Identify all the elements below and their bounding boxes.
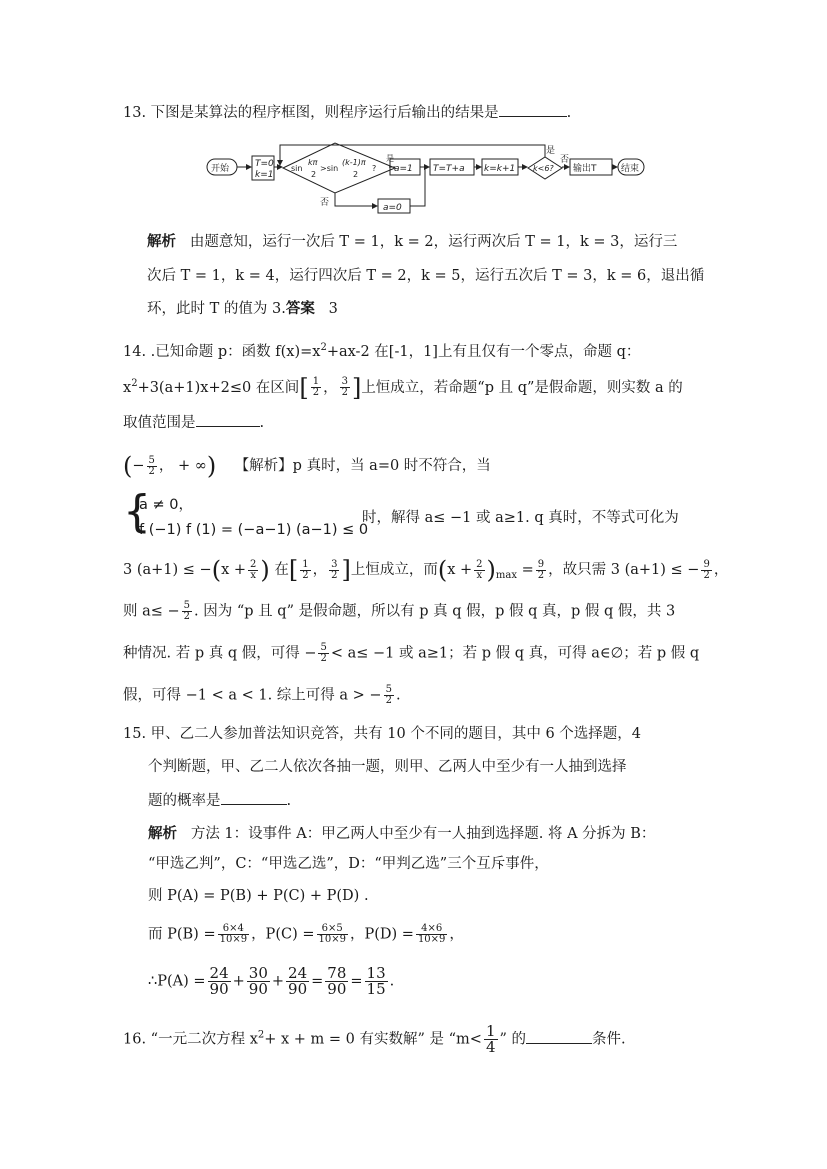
q14-answer-blank[interactable] <box>196 412 260 427</box>
q14-line9: 假，可得 −1 < a < 1. 综上可得 a > − $\frac{5}{2}$ . <box>123 684 401 706</box>
a0-label: a=0 <box>383 203 402 213</box>
end-label: 结束 <box>621 164 640 174</box>
q16-answer-blank[interactable] <box>526 1029 592 1044</box>
q15-line3: 题的概率是 . <box>148 790 291 811</box>
q14-line5: 时，解得 a≤ −1 或 a≥1. q 真时，不等式可化为 <box>362 510 679 526</box>
no-label-2: 否 <box>560 155 570 165</box>
q14-line1: 14. .已知命题 p：函数 $f(x)=x^2+ax-2$ 在[-1，1]上有且仅有一个零点，命题 q： <box>123 342 641 360</box>
q14-system-1: a ≠ 0， <box>139 497 193 513</box>
frac-half: $\frac{1}{2}$ <box>312 376 320 399</box>
q15-sol-label: 解析 <box>148 825 177 842</box>
output-label: 输出T <box>573 164 597 174</box>
cond2-label: k<6? <box>533 164 554 173</box>
q14-sol-tag: 【解析】 <box>234 458 293 474</box>
q16-line1: 16. “一元二次方程 $x^2+ x + m = 0$ 有实数解” 是 “m< $\frac{1}{4}$ ” 的 条件. <box>123 1022 626 1056</box>
q13-flowchart <box>200 135 650 215</box>
yes-label-1: 是 <box>386 154 394 163</box>
init-t: T=0 <box>255 159 274 169</box>
q15-line2: 个判断题，甲、乙二人依次各抽一题，则甲、乙两人中至少有一人抽到选择 <box>148 759 627 775</box>
a1-label: a=1 <box>394 164 413 174</box>
q13-ans-label: 答案 <box>285 300 315 317</box>
q15-sol-line4: 而 P(B) = $\frac{6\times 4}{10\times 9}$ ，P(C) = $\frac{6\times 5}{10\times 9}$ ，P(D) = $\frac{4\times 6}{10\times 9}$ ， <box>148 923 464 945</box>
q15-answer-blank[interactable] <box>221 790 287 805</box>
q14-line8: 种情况. 若 p 真 q 假，可得 − $\frac{5}{2}$ < a≤ −1 或 a≥1；若 p 假 q 真，可得 a∈∅；若 p 假 q <box>123 642 700 664</box>
q14-line7: 则 a≤ − $\frac{5}{2}$ . 因为 “p 且 q” 是假命题，所以有 p 真 q 假，p 假 q 真，p 假 q 假，共 3 <box>123 600 676 622</box>
cond-sin1: sin <box>291 164 303 173</box>
cond-frac1-den: 2 <box>311 170 317 179</box>
q13-sol-line3: 环，此时 T 的值为 3.答案 3 <box>147 300 338 317</box>
start-label: 开始 <box>211 164 230 174</box>
q13-answer-blank[interactable] <box>499 102 567 117</box>
init-k: k=1 <box>255 170 274 180</box>
cond-frac1-num: kπ <box>308 158 318 167</box>
q14-system-2: f (−1) f (1) = (−a−1) (a−1) ≤ 0 <box>139 522 369 538</box>
q15-sol-line1: 解析 方法 1：设事件 A：甲乙两人中至少有一人抽到选择题. 将 A 分拆为 B： <box>148 825 656 842</box>
q13-sol-line1: 解析 由题意知，运行一次后 T = 1，k = 2，运行两次后 T = 1，k = 3，运行三 <box>147 233 678 250</box>
q15-sol-line2: “甲选乙判”，C：“甲选乙选”，D：“甲判乙选”三个互斥事件， <box>148 856 549 872</box>
t-update-label: T=T+a <box>433 164 465 174</box>
system-brace: { <box>123 486 151 537</box>
q14-answer-line: (− $\frac{5}{2}$ ， + ∞) 【解析】p 真时，当 a=0 时不符合，当 <box>123 452 491 480</box>
cond-gt: >sin <box>320 164 339 173</box>
frac-neg-five-half: $\frac{5}{2}$ <box>148 454 155 477</box>
q14-line3: 取值范围是 . <box>123 412 264 433</box>
yes-label-2: 是 <box>546 146 556 156</box>
k-update-label: k=k+1 <box>484 164 516 174</box>
q15-sol-line5: ∴P(A) = $\frac{24}{90}$ + $\frac{30}{90}$ + $\frac{24}{90}$ = $\frac{78}{90}$ = $\frac{13}{15}$ . <box>148 964 395 998</box>
q13-sol-label: 解析 <box>147 233 176 250</box>
q14-line6: 3 (a+1) ≤ −(x + $\frac{2}{x}$ ) 在[ $\frac{1}{2}$ ， $\frac{3}{2}$ ]上恒成立，而(x + $\frac{2}{x}$ )$_{max}$ = $\frac{9}{2}$ ，故只需 3 (a+1) ≤ − $\frac{9}{2}$ ， <box>123 556 729 584</box>
q13-ans-value: 3 <box>328 301 338 317</box>
q14-line2: $x^2+3(a+1)x+2\le 0$ 在区间[ $\frac{1}{2}$ ， $\frac{3}{2}$ ]上恒成立，若命题“p 且 q”是假命题，则实数 a 的 <box>123 373 683 402</box>
no-label-1: 否 <box>320 198 330 208</box>
frac-three-half: $\frac{3}{2}$ <box>341 376 348 399</box>
cond-frac2-num: (k-1)π <box>342 158 366 167</box>
q15-sol-line3: 则 P(A) = P(B) + P(C) + P(D) . <box>148 888 369 904</box>
cond-frac2-den: 2 <box>353 170 359 179</box>
cond-q: ? <box>372 164 377 173</box>
q13-sol-line2: 次后 T = 1，k = 4，运行四次后 T = 2，k = 5，运行五次后 T = 3，k = 6，退出循 <box>147 268 705 284</box>
q15-line1: 15. 甲、乙二人参加普法知识竞答，共有 10 个不同的题目，其中 6 个选择题，4 <box>123 726 642 742</box>
q13-stem: 13. 下图是某算法的程序框图，则程序运行后输出的结果是 . <box>123 102 571 123</box>
